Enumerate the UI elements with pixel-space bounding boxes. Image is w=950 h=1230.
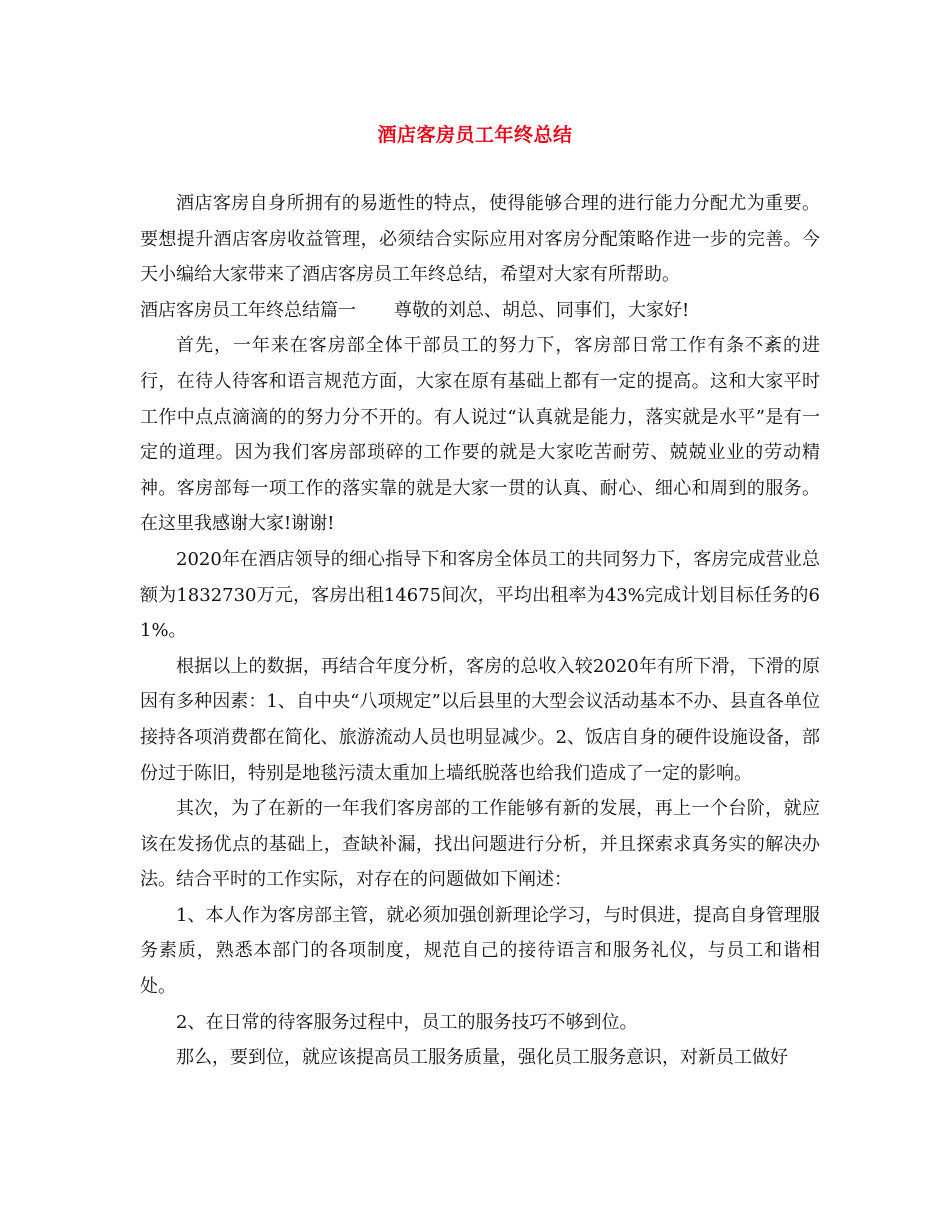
body-paragraph: 2、在日常的待客服务过程中，员工的服务技巧不够到位。 xyxy=(176,1011,638,1033)
body-paragraph: 那么，要到位，就应该提高员工服务质量，强化员工服务意识，对新员工做好 xyxy=(176,1047,788,1069)
section-heading: 酒店客房员工年终总结篇一 xyxy=(140,299,356,321)
greeting: 尊敬的刘总、胡总、同事们，大家好! xyxy=(394,299,690,321)
document-title: 酒店客房员工年终总结 xyxy=(377,124,573,146)
intro-paragraph: 酒店客房自身所拥有的易逝性的特点，使得能够合理的进行能力分配尤为重要。要想提升酒店客房收益管理，必须结合实际应用对客房分配策略作进一步的完善。今天小编给大家带来了酒店客房员工年终总结，希望对大家有所帮助。 xyxy=(140,193,820,286)
body-paragraph: 1、本人作为客房部主管，就必须加强创新理论学习，与时俱进，提高自身管理服务素质，熟悉本部门的各项制度，规范自己的接待语言和服务礼仪，与员工和谐相处。 xyxy=(140,904,820,998)
section-heading-line xyxy=(140,293,820,329)
document-body xyxy=(140,186,820,1076)
body-paragraph: 根据以上的数据，再结合年度分析，客房的总收入较2020年有所下滑，下滑的原因有多种因素：1、自中央“八项规定”以后县里的大型会议活动基本不办、县直各单位接持各项消费都在简化、旅游流动人员也明显减少。2、饭店自身的硬件设施设备，部份过于陈旧，特别是地毯污渍太重加上墙纸脱落也给我们造成了一定的影响。 xyxy=(140,655,820,784)
body-paragraph: 2020年在酒店领导的细心指导下和客房全体员工的共同努力下，客房完成营业总额为1832730万元，客房出租14675间次，平均出租率为43%完成计划目标任务的61%。 xyxy=(140,548,820,642)
body-paragraph: 首先，一年来在客房部全体干部员工的努力下，客房部日常工作有条不紊的进行，在待人待客和语言规范方面，大家在原有基础上都有一定的提高。这和大家平时工作中点点滴滴的的努力分不开的。有人说过“认真就是能力，落实就是水平”是有一定的道理。因为我们客房部琐碎的工作要的就是大家吃苦耐劳、兢兢业业的劳动精神。客房部每一项工作的落实靠的就是大家一贯的认真、耐心、细心和周到的服务。在这里我感谢大家!谢谢! xyxy=(140,335,820,535)
body-paragraph: 其次，为了在新的一年我们客房部的工作能够有新的发展，再上一个台阶，就应该在发扬优点的基础上，查缺补漏，找出问题进行分析，并且探索求真务实的解决办法。结合平时的工作实际，对存在的问题做如下阐述： xyxy=(140,798,820,891)
